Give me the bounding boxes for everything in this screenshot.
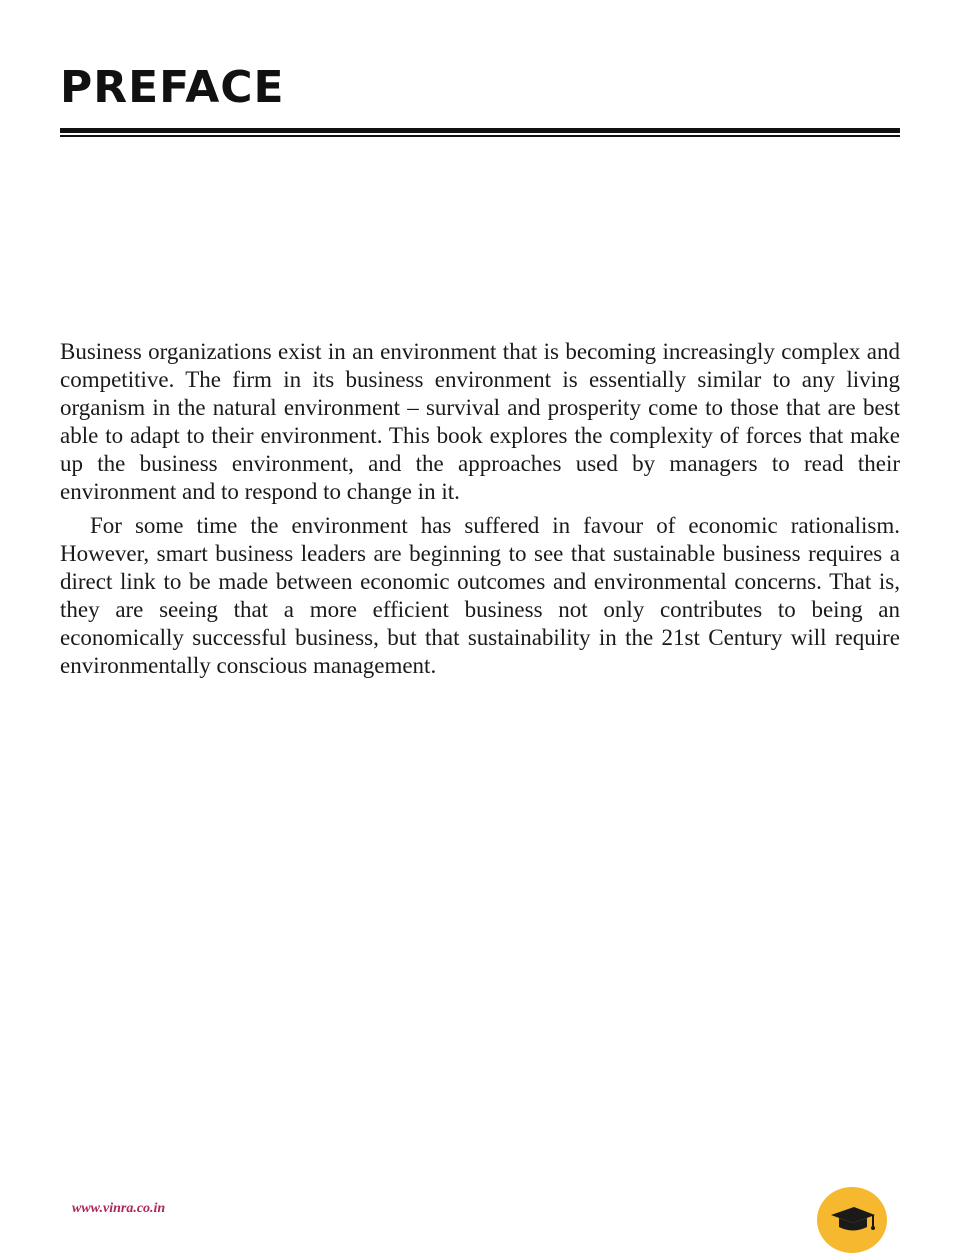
paragraph-2: For some time the environment has suffered in favour of economic rationalism. However, smart business leaders are beginning to see that sustainable business requires a direct link to be made between economic outcomes and environmental concerns. That is, they are seeing that a more efficient business not only contributes to being an economically successful business, but that sustainability in the 21st Century will require environmentally conscious management.: [60, 513, 900, 678]
title-rule-thin: [60, 135, 900, 137]
paragraph-1: Business organizations exist in an environment that is becoming increasingly complex and competitive. The firm in its business environment is essentially similar to any living organism in the natural environment – survival and prosperity come to those that are best able to adapt to their environment. This book explores the complexity of forces that make up the business environment, and the approaches used by managers to read their environment and to respond to change in it.: [60, 339, 900, 504]
graduation-cap-icon: [817, 1187, 887, 1253]
page-title: PREFACE: [60, 62, 285, 113]
title-rule-thick: [60, 128, 900, 133]
publisher-logo: [817, 1187, 887, 1253]
footer-url: www.vinra.co.in: [72, 1201, 166, 1216]
preface-body: [60, 338, 900, 686]
